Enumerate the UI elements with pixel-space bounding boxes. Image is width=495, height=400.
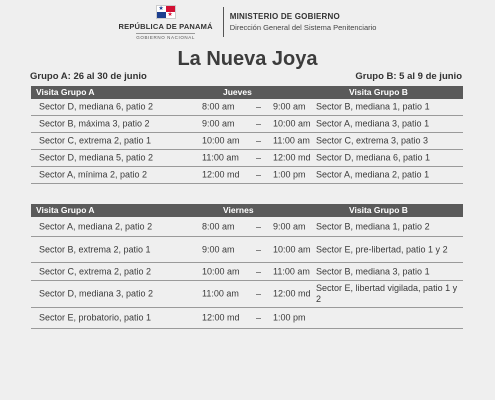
republica-label: REPÚBLICA DE PANAMÁ [118,21,213,31]
cell-end-time: 1:00 pm [273,169,306,180]
cell-grupo-b: Sector A, mediana 3, patio 1 [316,118,430,129]
table-row [31,263,463,281]
table-row [31,99,463,116]
cell-grupo-a: Sector B, extrema 2, patio 1 [39,244,151,254]
table-row [31,308,463,329]
cell-time-dash: – [256,135,262,146]
cell-grupo-b: Sector B, mediana 1, patio 1 [316,101,430,112]
table-row [31,281,463,308]
cell-grupo-a: Sector E, probatorio, patio 1 [39,312,152,323]
cell-grupo-a: Sector A, mediana 2, patio 2 [39,221,153,231]
table-row [31,237,463,263]
cell-start-time: 8:00 am [202,101,235,112]
cell-time-dash: – [256,266,262,276]
cell-start-time: 10:00 am [202,266,240,276]
ministerio-label: MINISTERIO DE GOBIERNO [229,12,340,21]
table-row [31,150,463,167]
header-day: Jueves [223,87,252,97]
cell-grupo-a: Sector D, mediana 5, patio 2 [39,152,154,163]
header-visita-grupo-a: Visita Grupo A [36,87,95,97]
cell-grupo-b: Sector A, mediana 2, patio 1 [316,169,430,180]
cell-time-dash: – [256,152,262,163]
cell-start-time: 10:00 am [202,135,240,146]
panama-flag-icon: ★ ★ [156,5,176,19]
cell-grupo-a: Sector C, extrema 2, patio 1 [39,135,152,146]
cell-end-time: 11:00 am [273,135,310,146]
cell-grupo-b: Sector B, mediana 1, patio 2 [316,221,430,231]
cell-grupo-b: Sector E, pre-libertad, patio 1 y 2 [316,244,448,254]
grupo-b-dates: Grupo B: 5 al 9 de junio [355,71,462,82]
cell-end-time: 9:00 am [273,101,306,112]
header-divider [223,7,224,37]
table-row [31,133,463,150]
cell-end-time: 12:00 md [273,152,311,163]
cell-start-time: 11:00 am [202,288,239,299]
cell-grupo-a: Sector C, extrema 2, patio 2 [39,266,152,276]
cell-end-time: 1:00 pm [273,312,306,323]
viernes-schedule-table [31,204,463,329]
cell-grupo-b: Sector E, libertad vigilada, patio 1 y 2 [316,283,458,304]
cell-time-dash: – [256,169,262,180]
cell-end-time: 9:00 am [273,221,306,231]
table-row [31,217,463,237]
cell-time-dash: – [256,118,262,129]
table-row [31,116,463,133]
ministry-block [230,12,377,32]
cell-time-dash: – [256,101,262,112]
page-header [0,0,495,44]
cell-time-dash: – [256,288,262,299]
cell-grupo-b: Sector C, extrema 3, patio 3 [316,135,429,146]
cell-time-dash: – [256,221,262,231]
header-day: Viernes [223,205,254,215]
cell-end-time: 10:00 am [273,244,311,254]
cell-grupo-a: Sector B, máxima 3, patio 2 [39,118,150,129]
cell-grupo-b: Sector B, mediana 3, patio 1 [316,266,430,276]
cell-end-time: 10:00 am [273,118,311,129]
cell-grupo-a: Sector D, mediana 3, patio 2 [39,288,154,299]
cell-time-dash: – [256,312,262,323]
cell-start-time: 12:00 md [202,312,240,323]
header-visita-grupo-b: Visita Grupo B [349,205,408,215]
cell-grupo-a: Sector A, mínima 2, patio 2 [39,169,148,180]
page-title: La Nueva Joya [177,48,318,70]
gobierno-nacional-label: GOBIERNO NACIONAL [136,34,195,40]
cell-start-time: 9:00 am [202,118,235,129]
table-header [31,86,463,99]
cell-start-time: 9:00 am [202,244,235,254]
cell-grupo-b: Sector D, mediana 6, patio 1 [316,152,431,163]
cell-grupo-a: Sector D, mediana 6, patio 2 [39,101,154,112]
table-row [31,167,463,184]
cell-start-time: 8:00 am [202,221,235,231]
jueves-schedule-table [31,86,463,184]
grupo-a-dates: Grupo A: 26 al 30 de junio [30,71,147,82]
direccion-label: Dirección General del Sistema Penitenciario [229,23,377,32]
government-logo [119,5,213,40]
cell-start-time: 11:00 am [202,152,239,163]
cell-time-dash: – [256,244,262,254]
header-visita-grupo-a: Visita Grupo A [36,205,95,215]
cell-start-time: 12:00 md [202,169,240,180]
cell-end-time: 12:00 md [273,288,311,299]
cell-end-time: 11:00 am [273,266,310,276]
header-visita-grupo-b: Visita Grupo B [349,87,408,97]
table-header [31,204,463,217]
